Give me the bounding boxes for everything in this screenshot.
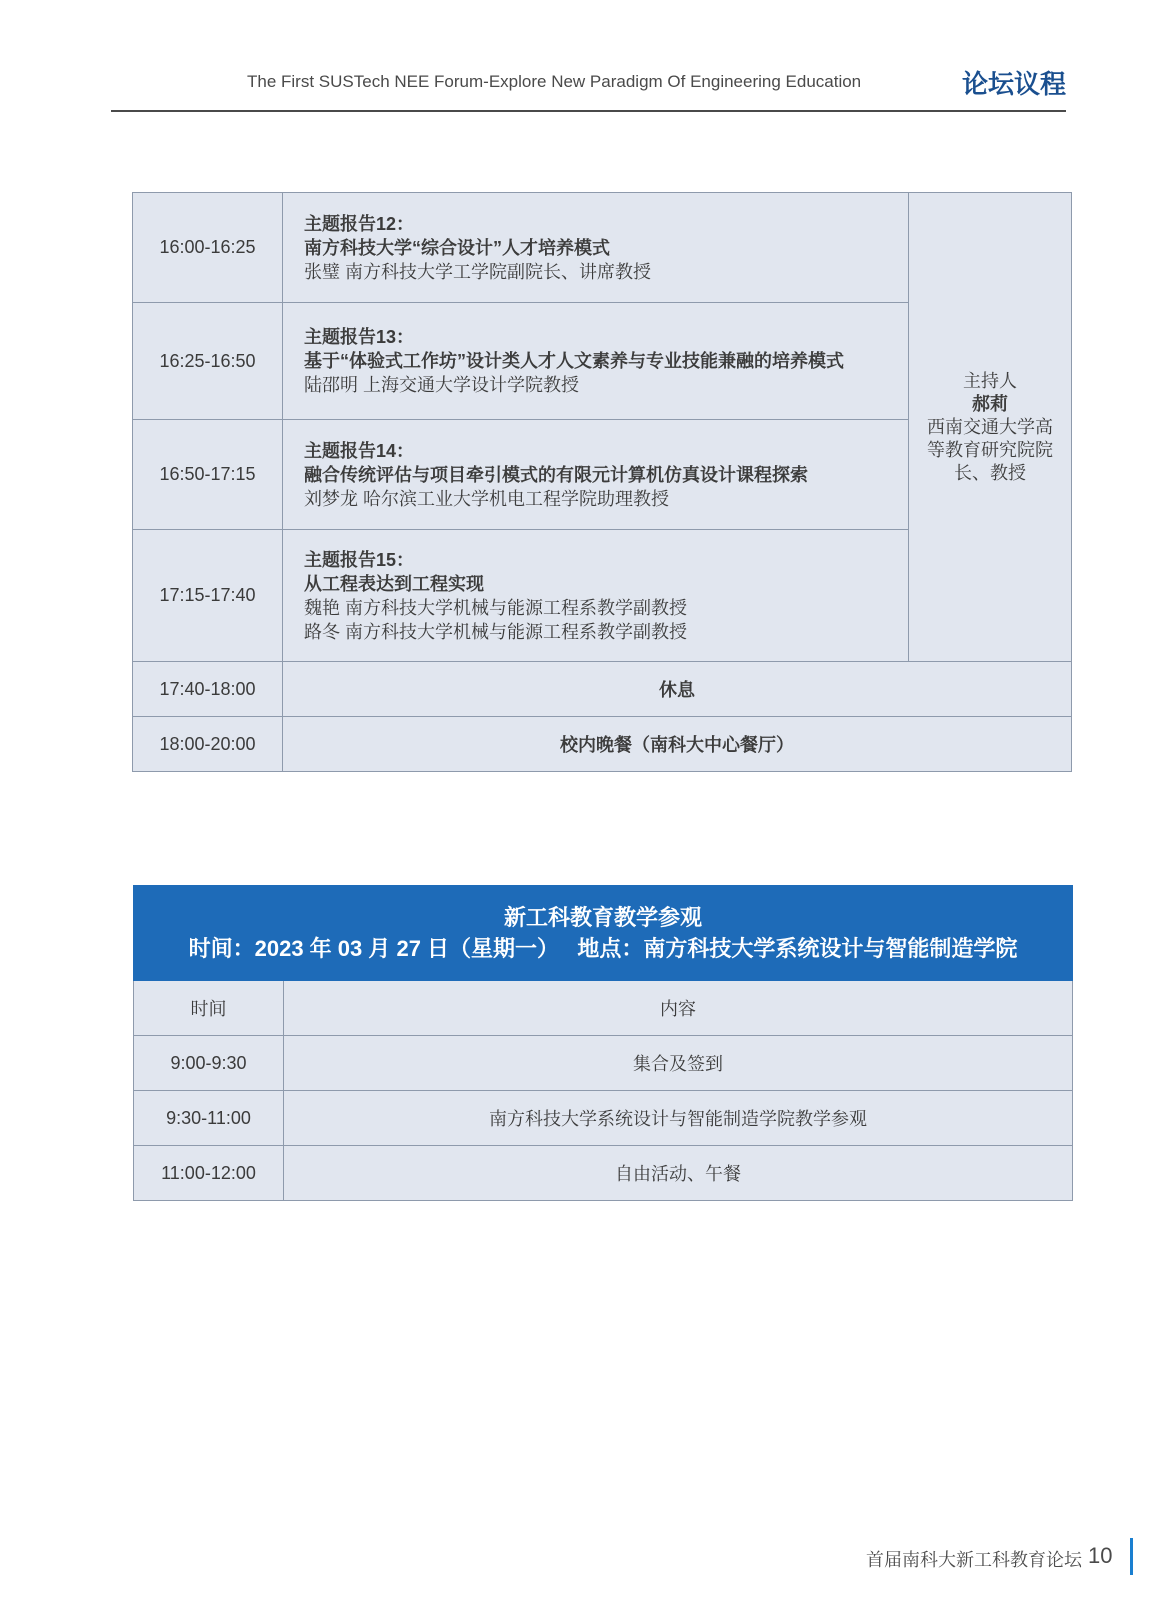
- host-role: 主持人: [963, 370, 1017, 391]
- schedule-table: [132, 192, 1072, 772]
- header-title: 论坛议程: [961, 69, 1066, 99]
- column-header-time: 时间: [134, 981, 284, 1036]
- content-cell: [283, 193, 909, 303]
- table-row: [133, 662, 1072, 717]
- content-cell: [283, 420, 909, 530]
- table-row: [133, 193, 1072, 303]
- dinner-cell: 校内晚餐（南科大中心餐厅）: [283, 717, 1072, 772]
- time-cell: 18:00-20:00: [133, 717, 283, 772]
- content-cell: 自由活动、午餐: [284, 1146, 1073, 1201]
- time-cell: 16:00-16:25: [133, 193, 283, 303]
- table-row: [134, 981, 1073, 1036]
- content-cell: 集合及签到: [284, 1036, 1073, 1091]
- report-topic: 从工程表达到工程实现: [304, 573, 484, 594]
- time-cell: 16:25-16:50: [133, 303, 283, 420]
- time-cell: 9:00-9:30: [134, 1036, 284, 1091]
- report-number: 主题报告13：: [304, 327, 415, 347]
- report-topic: 基于“体验式工作坊”设计类人才人文素养与专业技能兼融的培养模式: [304, 351, 844, 371]
- content-cell: 南方科技大学系统设计与智能制造学院教学参观: [284, 1091, 1073, 1146]
- break-cell: 休息: [283, 662, 1072, 717]
- table-row: [134, 1091, 1073, 1146]
- report-number: 主题报告12：: [304, 213, 415, 234]
- speaker: 路冬 南方科技大学机械与能源工程系教学副教授: [304, 621, 687, 642]
- time-cell: 17:40-18:00: [133, 662, 283, 717]
- speaker: 张璧 南方科技大学工学院副院长、讲席教授: [304, 261, 651, 282]
- content-cell: [283, 530, 909, 662]
- time-cell: 9:30-11:00: [134, 1091, 284, 1146]
- column-header-content: 内容: [284, 981, 1073, 1036]
- page-header: [111, 58, 1066, 112]
- speaker: 陆邵明 上海交通大学设计学院教授: [304, 375, 579, 395]
- footer-accent-bar: [1130, 1538, 1133, 1575]
- speaker: 刘梦龙 哈尔滨工业大学机电工程学院助理教授: [304, 488, 669, 509]
- report-topic: 南方科技大学“综合设计”人才培养模式: [304, 237, 610, 258]
- header-subtitle: The First SUSTech NEE Forum-Explore New Paradigm Of Engineering Education: [247, 72, 862, 91]
- report-number: 主题报告15：: [304, 549, 415, 570]
- visit-subtitle: 时间：2023 年 03 月 27 日（星期一） 地点：南方科技大学系统设计与智能制造学院: [188, 936, 1018, 961]
- time-cell: 11:00-12:00: [134, 1146, 284, 1201]
- host-cell: [909, 193, 1072, 662]
- visit-table: [133, 885, 1073, 1201]
- visit-title: 新工科教育教学参观: [504, 905, 703, 930]
- report-number: 主题报告14：: [304, 440, 415, 461]
- table-header-row: [134, 886, 1073, 981]
- host-affiliation: 等教育研究院院: [927, 439, 1053, 460]
- page-number: 10: [1088, 1543, 1113, 1568]
- table-row: [134, 1036, 1073, 1091]
- table-row: [134, 1146, 1073, 1201]
- host-affiliation: 长、教授: [954, 462, 1026, 483]
- report-topic: 融合传统评估与项目牵引模式的有限元计算机仿真设计课程探索: [304, 464, 808, 485]
- host-name: 郝莉: [972, 393, 1008, 414]
- visit-header: [134, 886, 1073, 981]
- host-affiliation: 西南交通大学高: [927, 416, 1053, 437]
- speaker: 魏艳 南方科技大学机械与能源工程系教学副教授: [304, 597, 687, 618]
- content-cell: [283, 303, 909, 420]
- time-cell: 17:15-17:40: [133, 530, 283, 662]
- table-row: [133, 717, 1072, 772]
- time-cell: 16:50-17:15: [133, 420, 283, 530]
- footer-forum-name: 首届南科大新工科教育论坛: [866, 1550, 1082, 1570]
